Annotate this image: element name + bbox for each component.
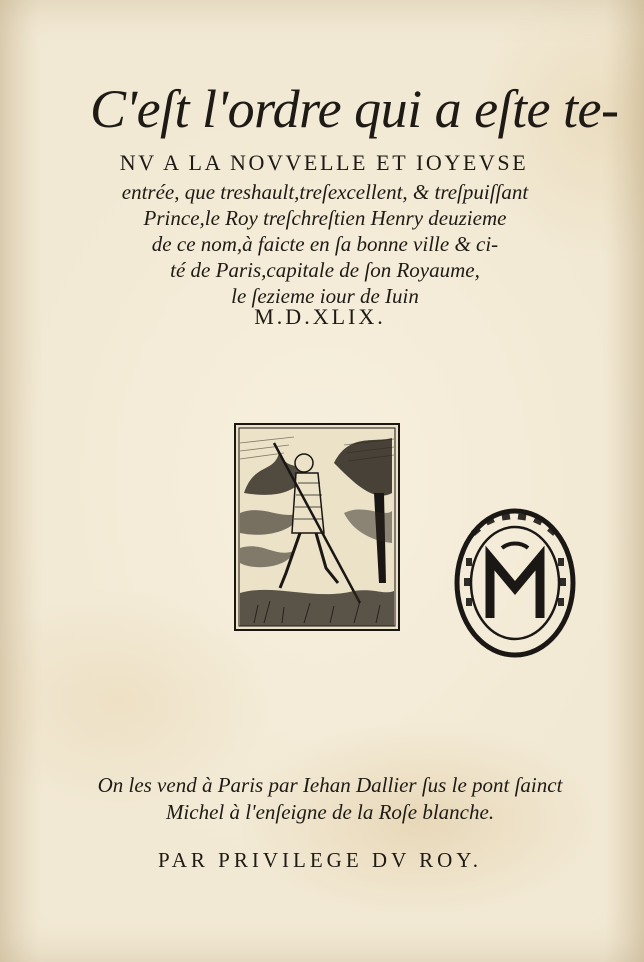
title-caps-line: NV A LA NOVVELLE ET IOYEVSE: [119, 150, 529, 175]
title-line-5: le ſezieme iour de Iuin: [231, 284, 419, 308]
page-title: C'eſt l'ordre qui a eſte te-: [90, 79, 619, 139]
publication-date: M.D.XLIX.: [254, 304, 386, 329]
title-line-3: de ce nom,à faicte en ſa bonne ville & ci-: [151, 232, 499, 256]
privilege-line: PAR PRIVILEGE DV ROY.: [158, 848, 482, 872]
library-stamp-icon: [454, 508, 576, 658]
imprint-line-1: On les vend à Paris par Iehan Dallier ſus le pont ſainct: [97, 773, 563, 797]
imprint-line-2: Michel à l'enſeigne de la Roſe blanche.: [165, 800, 495, 824]
title-line-4: té de Paris,capitale de ſon Royaume,: [170, 258, 480, 282]
title-line-1: entrée, que treshault,treſexcellent, & treſpuiſſant: [121, 180, 529, 204]
title-line-2: Prince,le Roy treſchreſtien Henry deuzieme: [143, 206, 507, 230]
woodcut-illustration-icon: [234, 423, 400, 631]
